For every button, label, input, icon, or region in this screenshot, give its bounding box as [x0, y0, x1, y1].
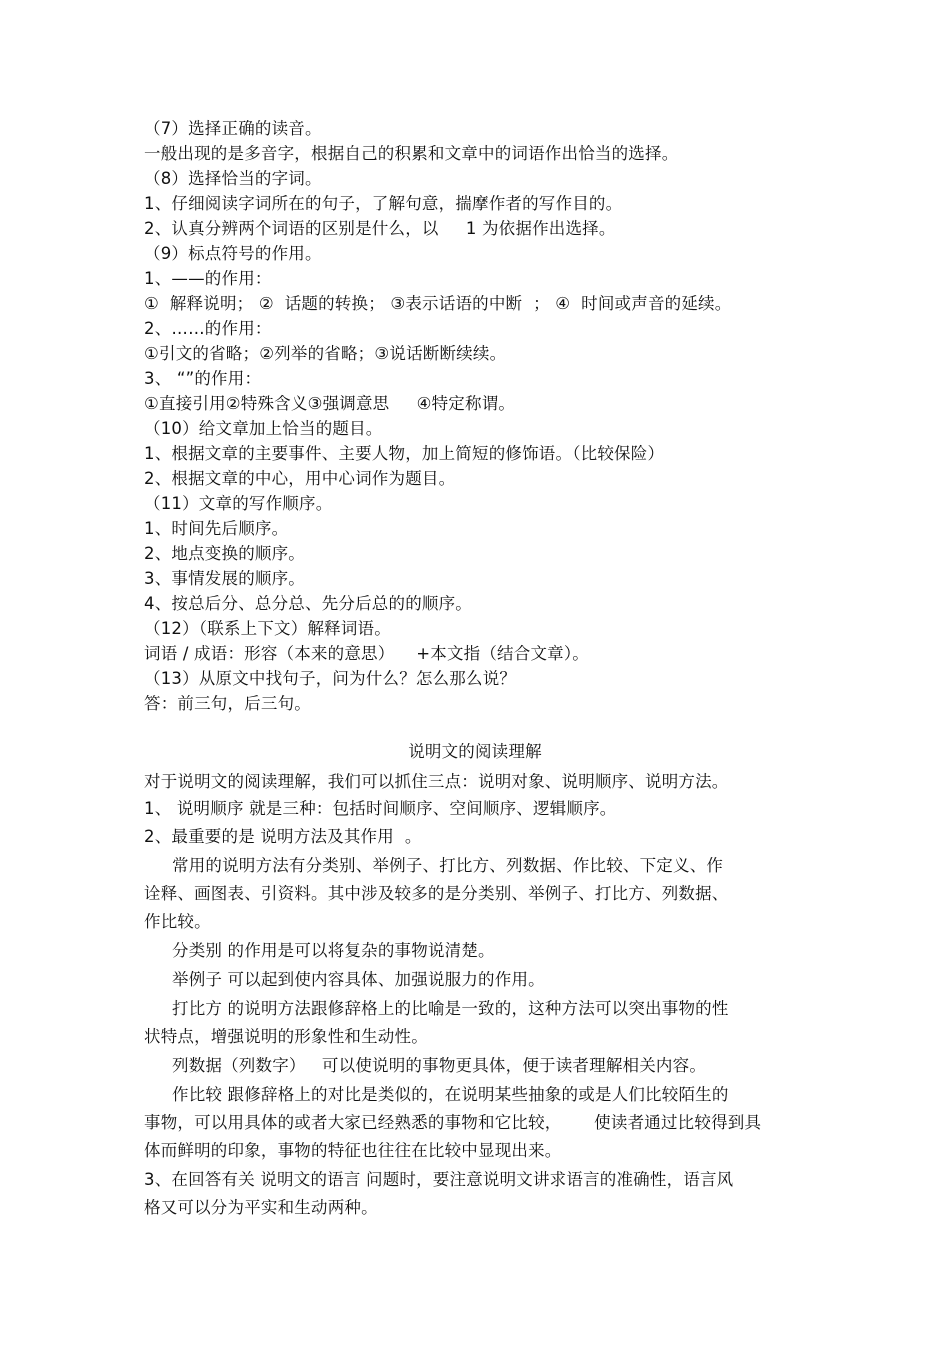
section-text-line: 常用的说明方法有分类别、举例子、打比方、列数据、作比较、下定义、作	[172, 856, 724, 875]
section-text-line: 格又可以分为平实和生动两种。	[144, 1198, 378, 1217]
text-line: 1、根据文章的主要事件、主要人物，加上简短的修饰语。（比较保险）	[144, 444, 665, 463]
text-line: （11）文章的写作顺序。	[144, 494, 333, 513]
text-line: （7）选择正确的读音。	[144, 119, 322, 138]
text-line: （13）从原文中找句子，问为什么？怎么那么说？	[144, 669, 517, 688]
text-line: （9）标点符号的作用。	[144, 244, 322, 263]
section-text-line: 分类别 的作用是可以将复杂的事物说清楚。	[172, 941, 495, 960]
text-line: （10）给文章加上恰当的题目。	[144, 419, 383, 438]
text-line: 3、事情发展的顺序。	[144, 569, 305, 588]
section-text-line: 作比较 跟修辞格上的对比是类似的，在说明某些抽象的或是人们比较陌生的	[172, 1085, 729, 1104]
text-line: 3、 “”的作用：	[144, 369, 262, 388]
section-text-line: 3、在回答有关 说明文的语言 问题时，要注意说明文讲求语言的准确性，语言风	[144, 1170, 734, 1189]
text-line: 词语 / 成语：形容（本来的意思） +本文指（结合文章）。	[144, 644, 590, 663]
section-text-line: 2、最重要的是 说明方法及其作用 。	[144, 827, 422, 846]
section-text-line: 作比较。	[144, 912, 211, 931]
text-line: （12）（联系上下文）解释词语。	[144, 619, 391, 638]
text-line: 4、按总后分、总分总、先分后总的的顺序。	[144, 594, 472, 613]
section-text-line: 举例子 可以起到使内容具体、加强说服力的作用。	[172, 970, 545, 989]
text-line: 1、时间先后顺序。	[144, 519, 289, 538]
section-text-line: 1、 说明顺序 就是三种：包括时间顺序、空间顺序、逻辑顺序。	[144, 799, 617, 818]
text-line: （8）选择恰当的字词。	[144, 169, 322, 188]
text-line: 1、仔细阅读字词所在的句子，了解句意，揣摩作者的写作目的。	[144, 194, 623, 213]
section-text-line: 状特点，增强说明的形象性和生动性。	[144, 1027, 428, 1046]
section-text-line: 对于说明文的阅读理解，我们可以抓住三点：说明对象、说明顺序、说明方法。	[144, 772, 729, 791]
text-line: 2、……的作用：	[144, 319, 272, 338]
section-text-line: 体而鲜明的印象，事物的特征也往往在比较中显现出来。	[144, 1141, 562, 1160]
section-title: 说明文的阅读理解	[408, 742, 542, 761]
section-text-line: 打比方 的说明方法跟修辞格上的比喻是一致的，这种方法可以突出事物的性	[172, 999, 729, 1018]
text-line: ①引文的省略；②列举的省略；③说话断断续续。	[144, 344, 507, 363]
text-line: 一般出现的是多音字，根据自己的积累和文章中的词语作出恰当的选择。	[144, 144, 679, 163]
text-line: 答：前三句，后三句。	[144, 694, 311, 713]
section-text-line: 诠释、画图表、引资料。其中涉及较多的是分类别、举例子、打比方、列数据、	[144, 884, 729, 903]
text-line: 2、根据文章的中心，用中心词作为题目。	[144, 469, 456, 488]
section-text-line: 列数据（列数字） 可以使说明的事物更具体，便于读者理解相关内容。	[172, 1056, 707, 1075]
text-line: ①直接引用②特殊含义③强调意思 ④特定称谓。	[144, 394, 516, 413]
text-line: ① 解释说明； ② 话题的转换； ③表示话语的中断 ； ④ 时间或声音的延续。	[144, 294, 732, 313]
section-text-line: 事物，可以用具体的或者大家已经熟悉的事物和它比较， 使读者通过比较得到具	[144, 1113, 762, 1132]
text-line: 1、——的作用：	[144, 269, 272, 288]
text-line: 2、认真分辨两个词语的区别是什么，以 1 为依据作出选择。	[144, 219, 616, 238]
text-line: 2、地点变换的顺序。	[144, 544, 305, 563]
